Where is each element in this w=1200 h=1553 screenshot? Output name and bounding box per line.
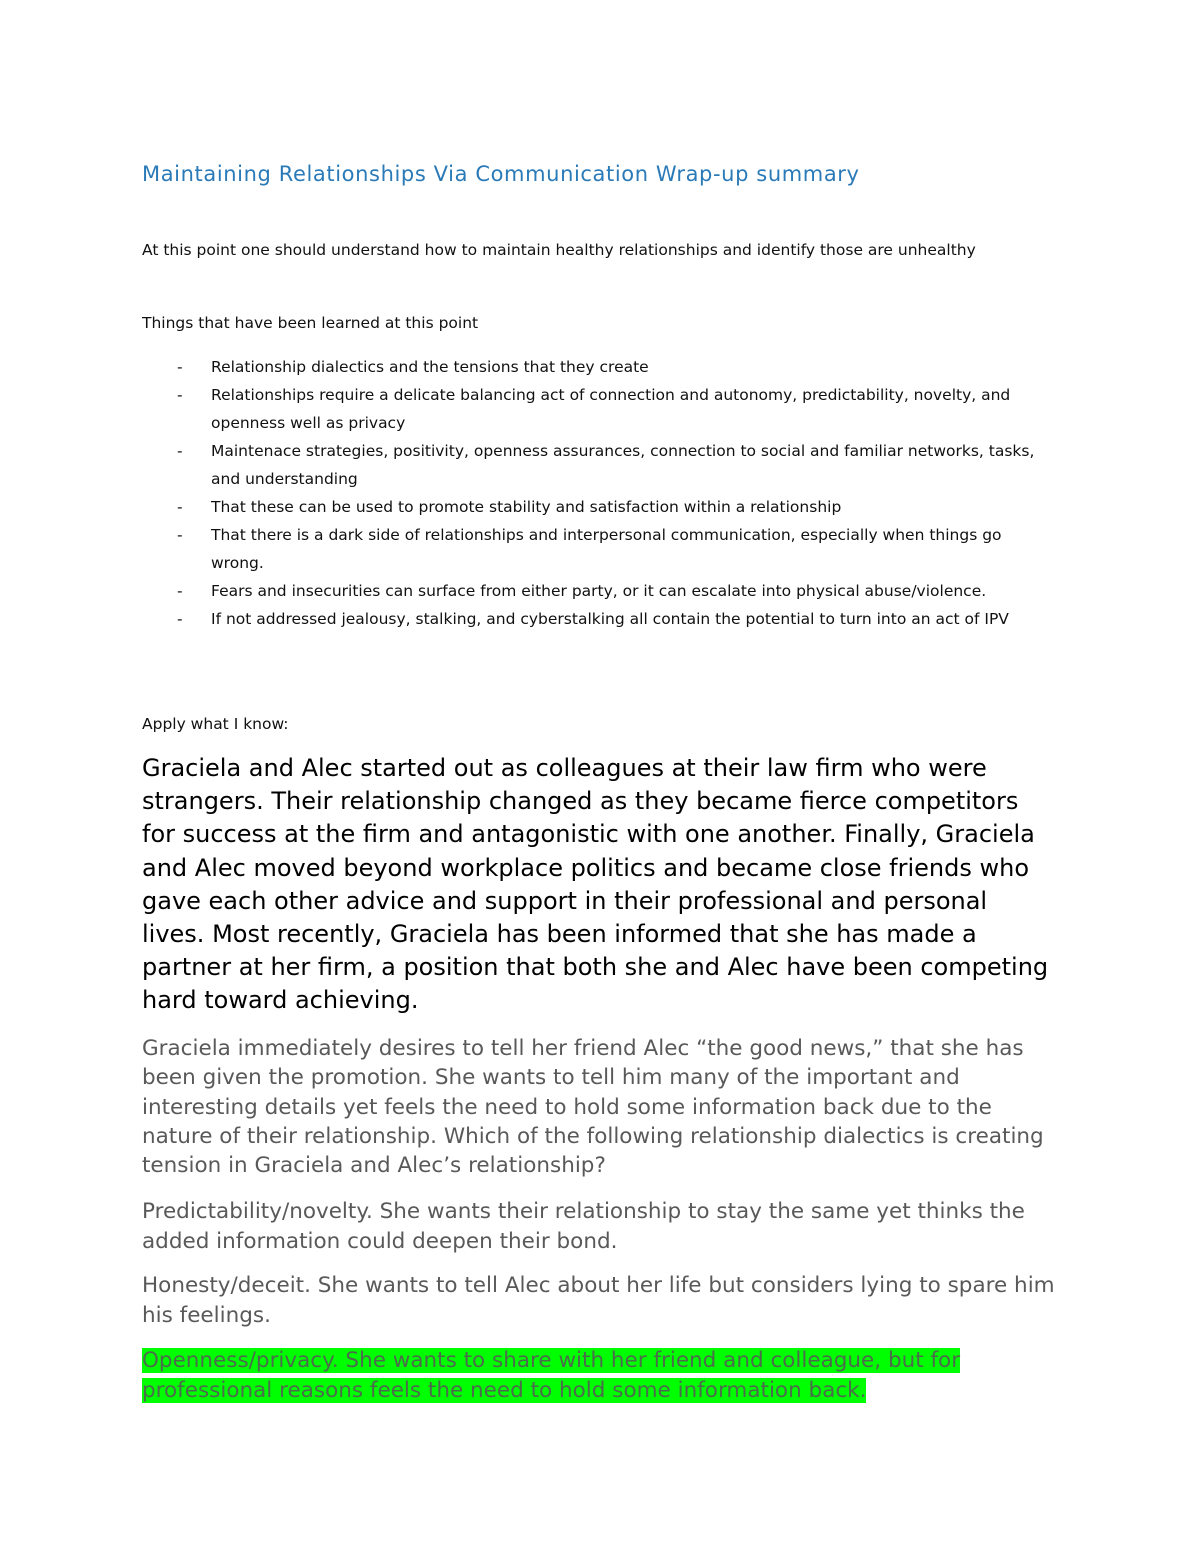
bullet-dash: - bbox=[177, 386, 183, 404]
bullet-dash: - bbox=[177, 610, 183, 628]
scenario-paragraph: Graciela and Alec started out as colleagues at their law firm who were strangers. Their relationship changed as they became fierce competitors for success at the firm and antagonistic with one another. Finally, Graciela and Alec moved beyond workplace politics and became close friends who gave each other advice and support in their professional and personal lives. Most recently, Graciela has been informed that she has made a partner at her firm, a position that both she and Alec have been competing hard toward achieving. bbox=[142, 754, 1049, 1015]
bullet-dash: - bbox=[177, 442, 183, 460]
list-item bbox=[142, 605, 1047, 633]
intro-paragraph: At this point one should understand how to maintain healthy relationships and identify those are unhealthy bbox=[142, 241, 976, 259]
list-item bbox=[142, 577, 1047, 605]
bullet-dash: - bbox=[177, 498, 183, 516]
document-title: Maintaining Relationships Via Communication Wrap-up summary bbox=[142, 162, 860, 186]
list-item-text: That these can be used to promote stability and satisfaction within a relationship bbox=[211, 498, 842, 516]
answer-option-openness bbox=[142, 1346, 1062, 1405]
list-item bbox=[142, 353, 1047, 381]
apply-label: Apply what I know: bbox=[142, 715, 289, 733]
answer-option-honesty: Honesty/deceit. She wants to tell Alec about her life but considers lying to spare him his feelings. bbox=[142, 1273, 1055, 1328]
list-item-text: Fears and insecurities can surface from either party, or it can escalate into physical abuse/violence. bbox=[211, 582, 987, 600]
list-item-text: Relationships require a delicate balancing act of connection and autonomy, predictability, novelty, and openness well as privacy bbox=[211, 386, 1011, 432]
list-item bbox=[142, 493, 1047, 521]
bullet-dash: - bbox=[177, 358, 183, 376]
list-item bbox=[142, 381, 1047, 437]
question-paragraph: Graciela immediately desires to tell her friend Alec “the good news,” that she has been given the promotion. She wants to tell him many of the important and interesting details yet feels the need to hold some information back due to the nature of their relationship. Which of the following relationship dialectics is creating tension in Graciela and Alec’s relationship? bbox=[142, 1036, 1044, 1179]
bullet-dash: - bbox=[177, 582, 183, 600]
answer-highlight: Openness/privacy. She wants to share with her friend and colleague, but for professional reasons feels the need to hold some information back. bbox=[142, 1348, 961, 1403]
list-item-text: Maintenace strategies, positivity, openness assurances, connection to social and familiar networks, tasks, and understanding bbox=[211, 442, 1035, 488]
list-item-text: If not addressed jealousy, stalking, and cyberstalking all contain the potential to turn into an act of IPV bbox=[211, 610, 1009, 628]
bullet-dash: - bbox=[177, 526, 183, 544]
learned-label: Things that have been learned at this point bbox=[142, 314, 479, 332]
learned-list bbox=[142, 353, 1047, 633]
list-item-text: Relationship dialectics and the tensions that they create bbox=[211, 358, 649, 376]
list-item bbox=[142, 521, 1047, 577]
answer-option-predictability: Predictability/novelty. She wants their relationship to stay the same yet thinks the added information could deepen their bond. bbox=[142, 1199, 1025, 1254]
list-item bbox=[142, 437, 1047, 493]
list-item-text: That there is a dark side of relationships and interpersonal communication, especially when things go wrong. bbox=[211, 526, 1002, 572]
